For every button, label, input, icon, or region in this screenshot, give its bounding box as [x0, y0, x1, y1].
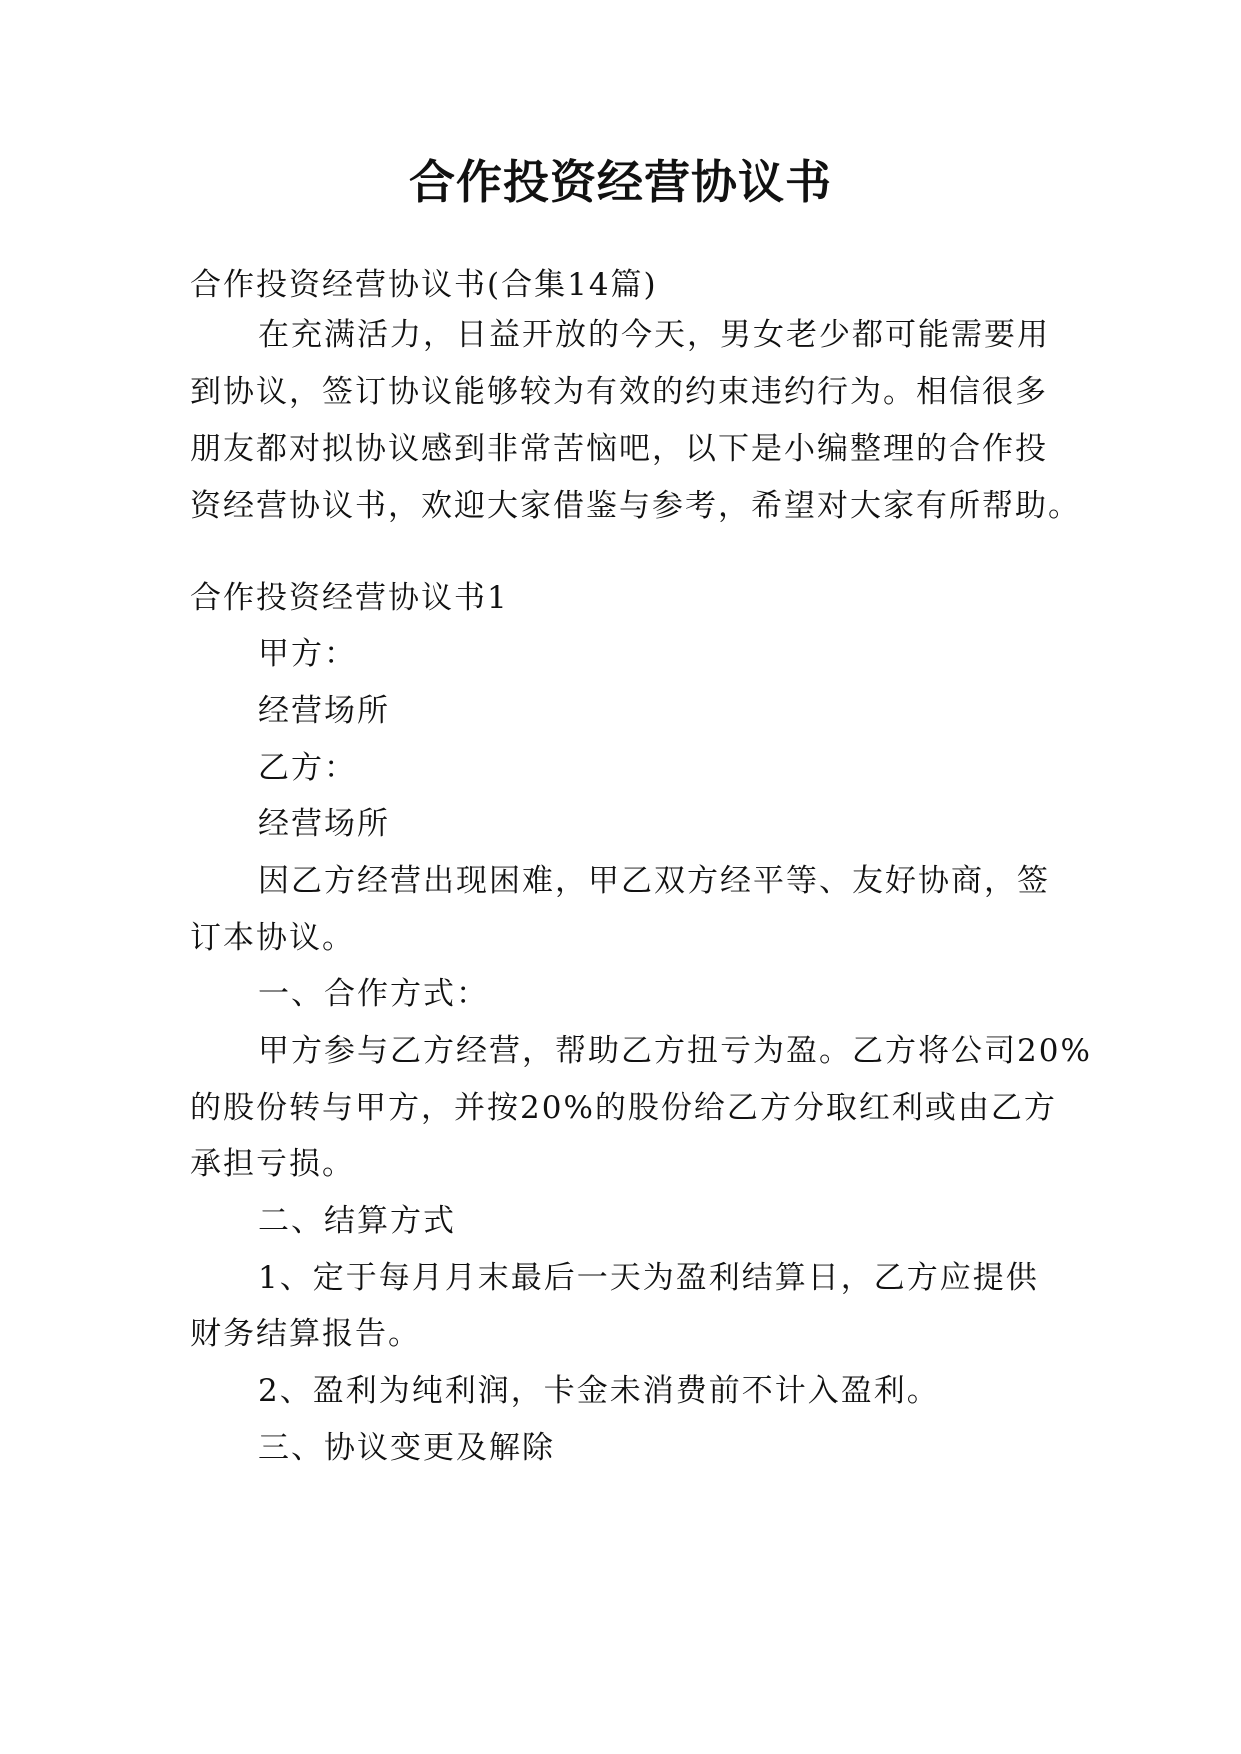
intro-paragraph-line: 在充满活力，日益开放的今天，男女老少都可能需要用	[258, 317, 1050, 353]
party-a-location-label: 经营场所	[258, 693, 390, 729]
document-title: 合作投资经营协议书	[409, 155, 832, 209]
collection-heading: 合作投资经营协议书(合集14篇)	[190, 267, 658, 303]
body-paragraph-line: 1、定于每月月末最后一天为盈利结算日，乙方应提供	[258, 1260, 1039, 1296]
intro-paragraph-line: 到协议，签订协议能够较为有效的约束违约行为。相信很多	[190, 374, 1048, 410]
section-heading: 合作投资经营协议书1	[190, 580, 509, 616]
body-paragraph-line: 财务结算报告。	[190, 1316, 421, 1352]
body-paragraph-line: 2、盈利为纯利润，卡金未消费前不计入盈利。	[258, 1373, 940, 1409]
party-b-label: 乙方：	[258, 750, 357, 786]
intro-paragraph-line: 朋友都对拟协议感到非常苦恼吧，以下是小编整理的合作投	[190, 431, 1048, 467]
clause-heading: 一、合作方式：	[258, 976, 489, 1012]
body-paragraph-line: 因乙方经营出现困难，甲乙双方经平等、友好协商，签	[258, 863, 1050, 899]
body-paragraph-line: 甲方参与乙方经营，帮助乙方扭亏为盈。乙方将公司20%	[258, 1033, 1092, 1069]
party-b-location-label: 经营场所	[258, 806, 390, 842]
party-a-label: 甲方：	[258, 636, 357, 672]
body-paragraph-line: 的股份转与甲方，并按20%的股份给乙方分取红利或由乙方	[190, 1090, 1057, 1126]
body-paragraph-line: 承担亏损。	[190, 1146, 355, 1182]
clause-heading: 二、结算方式	[258, 1203, 456, 1239]
intro-paragraph-line: 资经营协议书，欢迎大家借鉴与参考，希望对大家有所帮助。	[190, 488, 1081, 524]
clause-heading: 三、协议变更及解除	[258, 1430, 555, 1466]
body-paragraph-line: 订本协议。	[190, 920, 355, 956]
